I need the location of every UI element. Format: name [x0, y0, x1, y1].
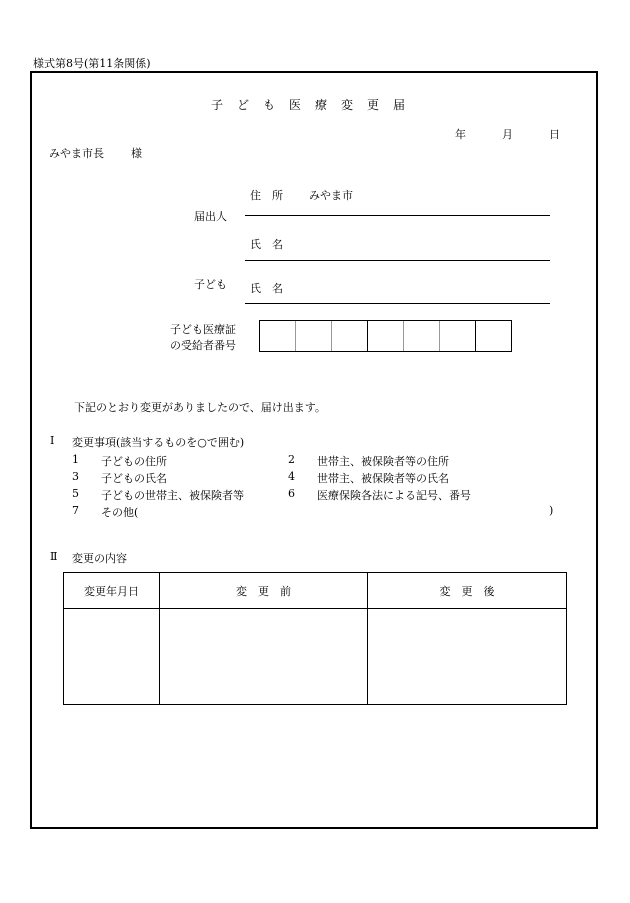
address-value: みやま市: [309, 189, 353, 202]
digit-box[interactable]: [404, 321, 440, 351]
intro-text: 下記のとおり変更がありましたので、届け出ます。: [74, 401, 326, 414]
section2-heading: 変更の内容: [72, 552, 127, 565]
address-line[interactable]: [245, 215, 550, 216]
item-text: 世帯主、被保険者等の住所: [317, 455, 449, 468]
item-text: 世帯主、被保険者等の氏名: [317, 472, 449, 485]
child-name-label: 氏 名: [250, 282, 283, 295]
item-number: 6: [288, 487, 295, 500]
section2-numeral: Ⅱ: [50, 550, 58, 563]
digit-box[interactable]: [476, 321, 511, 351]
section1-numeral: Ⅰ: [50, 434, 55, 447]
date-year: 年: [455, 128, 466, 141]
form-frame: [30, 71, 598, 829]
cell-after[interactable]: [368, 609, 567, 705]
notifier-name-line[interactable]: [245, 260, 550, 261]
date-month: 月: [502, 128, 513, 141]
child-name-line[interactable]: [245, 303, 550, 304]
child-label: 子ども: [194, 278, 227, 291]
item-number: 2: [288, 453, 295, 466]
digit-box[interactable]: [296, 321, 332, 351]
column-header-after: 変 更 後: [368, 573, 567, 609]
addressee-name: みやま市長: [49, 147, 104, 160]
digit-box[interactable]: [332, 321, 368, 351]
recipient-number-boxes[interactable]: [259, 320, 512, 352]
page-title: 子ども医療変更届: [210, 98, 419, 112]
recipient-number-label-1: 子ども医療証: [170, 323, 236, 336]
item-text: その他(: [101, 506, 139, 519]
digit-box[interactable]: [260, 321, 296, 351]
cell-change-date[interactable]: [64, 609, 160, 705]
column-header-date: 変更年月日: [64, 573, 160, 609]
item-number: 1: [72, 453, 79, 466]
section1-heading: 変更事項(該当するものを○で囲む): [72, 436, 245, 449]
other-close-paren: ): [549, 504, 554, 517]
notifier-label: 届出人: [194, 210, 227, 223]
item-text: 子どもの氏名: [101, 472, 167, 485]
item-number: 4: [288, 470, 295, 483]
item-number: 5: [72, 487, 79, 500]
date-day: 日: [549, 128, 560, 141]
change-table: [63, 572, 567, 705]
digit-box[interactable]: [440, 321, 476, 351]
digit-box[interactable]: [368, 321, 404, 351]
item-text: 医療保険各法による記号、番号: [317, 489, 471, 502]
item-number: 7: [72, 504, 79, 517]
recipient-number-label-2: の受給者番号: [170, 339, 236, 352]
column-header-before: 変 更 前: [160, 573, 368, 609]
cell-before[interactable]: [160, 609, 368, 705]
item-text: 子どもの住所: [101, 455, 167, 468]
item-number: 3: [72, 470, 79, 483]
addressee-honorific: 様: [131, 147, 142, 160]
form-reference: 様式第8号(第11条関係): [33, 57, 151, 70]
address-label: 住 所: [250, 189, 283, 202]
notifier-name-label: 氏 名: [250, 238, 283, 251]
item-text: 子どもの世帯主、被保険者等: [101, 489, 244, 502]
